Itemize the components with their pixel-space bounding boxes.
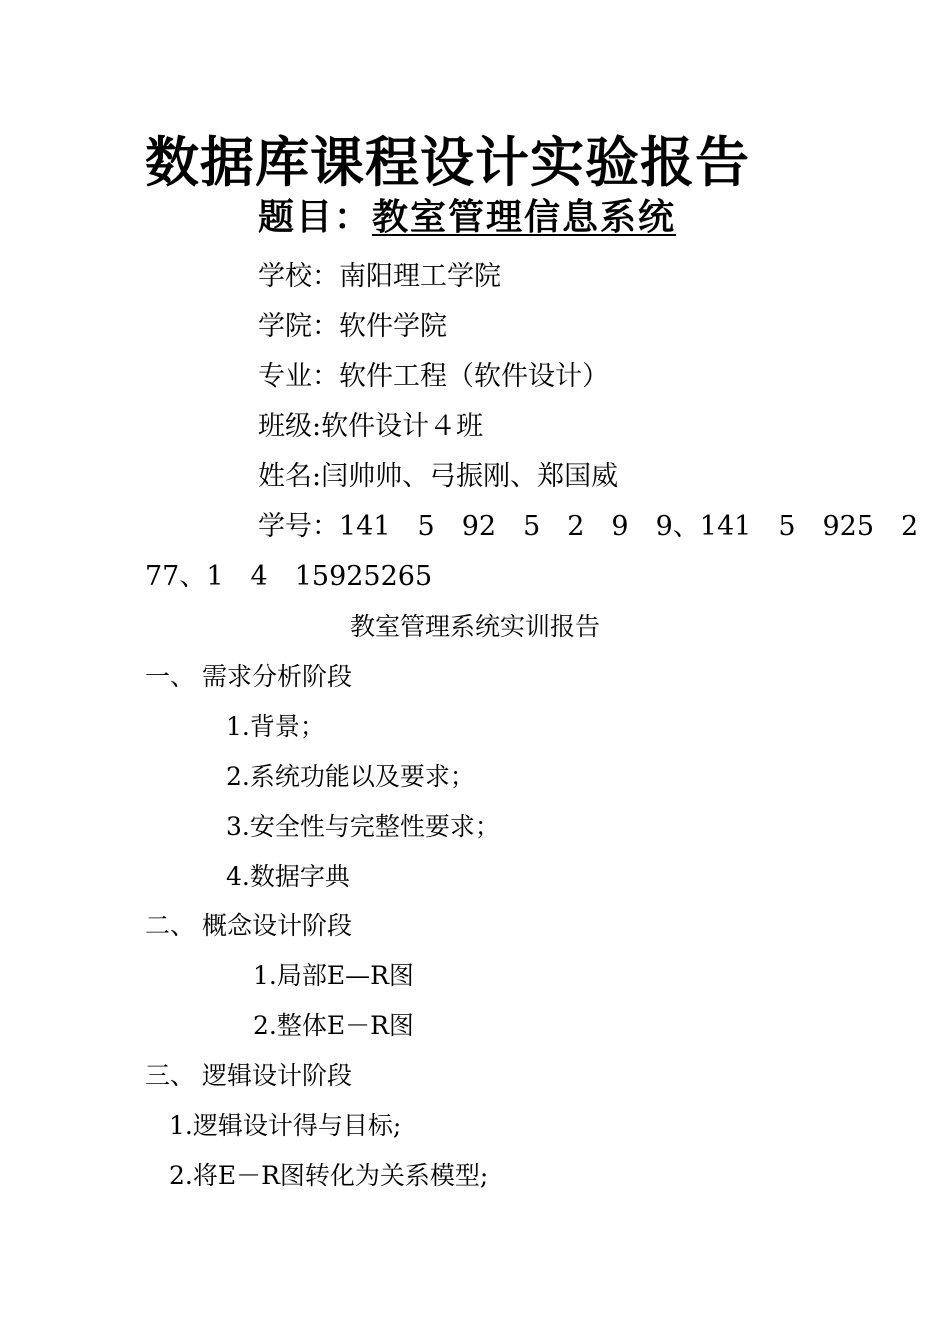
names-line: 姓名:闫帅帅、弓振刚、郑国威 [258, 461, 619, 492]
subject-label: 题目： [258, 196, 373, 238]
class-line: 班级:软件设计４班 [258, 411, 484, 442]
section-heading-2 [145, 913, 352, 938]
outline-item: 1.背景； [226, 712, 325, 741]
college-line: 学院：软件学院 [258, 311, 447, 342]
section-heading-3 [145, 1063, 352, 1088]
outline-item: 3.安全性与完整性要求； [226, 812, 500, 841]
school-line: 学校：南阳理工学院 [258, 261, 501, 292]
outline-item: 2.将E－R图转化为关系模型; [169, 1161, 489, 1190]
student-ids-line: 学号：141 5 92 5 2 9 9、141 5 925 2 [258, 511, 919, 542]
main-title: 数据库课程设计实验报告 [145, 130, 750, 194]
outline-item: 1.局部E—R图 [253, 961, 414, 990]
major-line: 专业：软件工程（软件设计） [258, 361, 609, 392]
report-subtitle: 教室管理系统实训报告 [349, 612, 600, 641]
section-number: 三、 [145, 1061, 196, 1090]
section-heading-1 [145, 664, 352, 689]
section-title: 需求分析阶段 [202, 662, 353, 691]
section-number: 一、 [145, 662, 196, 691]
outline-item: 1.逻辑设计得与目标; [169, 1111, 402, 1140]
subject-value: 教室管理信息系统 [372, 196, 677, 238]
subject-line [258, 196, 677, 238]
section-title: 逻辑设计阶段 [202, 1061, 353, 1090]
section-title: 概念设计阶段 [202, 911, 353, 940]
student-ids-continued: 77、1 4 15925265 [145, 561, 433, 592]
outline-item: 2.系统功能以及要求； [226, 762, 475, 791]
outline-item: 2.整体E－R图 [253, 1011, 414, 1040]
section-number: 二、 [145, 911, 196, 940]
outline-item: 4.数据字典 [226, 862, 350, 891]
